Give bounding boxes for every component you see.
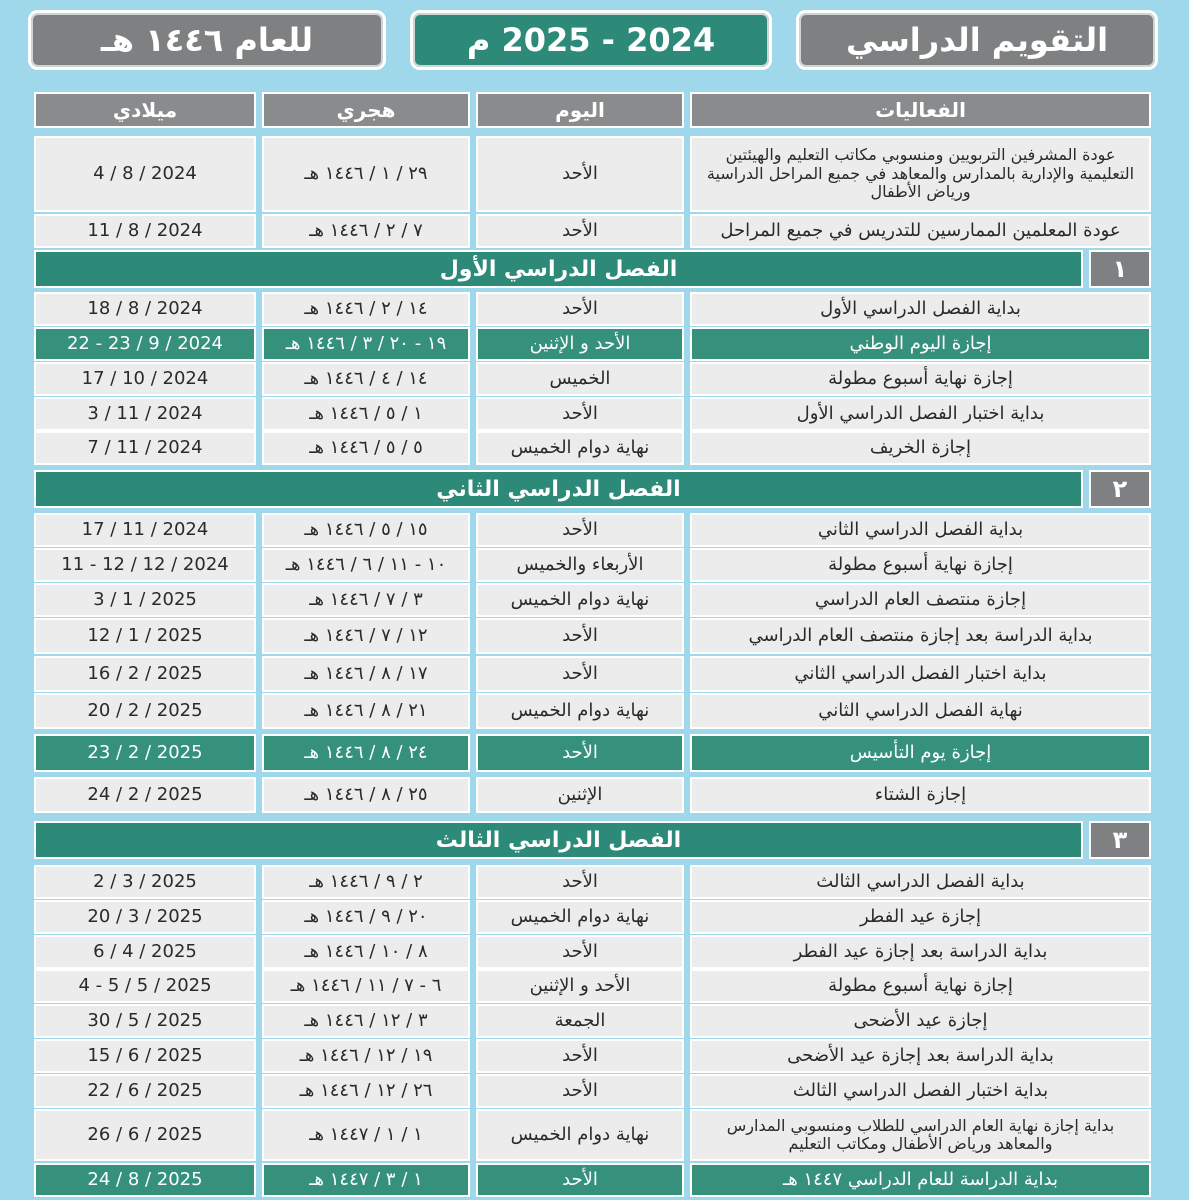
hijri-year-label: للعام ١٤٤٦ هـ (100, 21, 314, 59)
gregorian-cell: 12 / 1 / 2025 (34, 618, 256, 654)
hijri-cell: ١٤ / ٤ / ١٤٤٦ هـ (262, 362, 470, 396)
activity-cell: إجازة عيد الفطر (690, 900, 1151, 934)
semester-number: ١ (1089, 250, 1151, 288)
day-cell: الأحد (476, 292, 684, 326)
day-cell: الأحد (476, 1163, 684, 1197)
gregorian-cell: 11 - 12 / 12 / 2024 (34, 548, 256, 582)
gregorian-cell: 17 / 10 / 2024 (34, 362, 256, 396)
hijri-cell: ١٩ - ٢٠ / ٣ / ١٤٤٦ هـ (262, 327, 470, 361)
activity-cell: عودة المشرفين التربويين ومنسوبي مكاتب التعليم والهيئتين التعليمية والإدارية بالمدارس والمعاهد في جميع المراحل الدراسية ورياض الأطفال (690, 136, 1151, 212)
column-header-activities: الفعاليات (690, 92, 1151, 128)
title-box (796, 10, 1158, 70)
hijri-cell: ٢ / ٩ / ١٤٤٦ هـ (262, 865, 470, 899)
hijri-cell: ٢٦ / ١٢ / ١٤٤٦ هـ (262, 1074, 470, 1108)
years-box (410, 10, 772, 70)
hijri-cell: ٢٤ / ٨ / ١٤٤٦ هـ (262, 734, 470, 772)
activity-cell: إجازة عيد الأضحى (690, 1004, 1151, 1038)
activity-cell: بداية اختبار الفصل الدراسي الأول (690, 397, 1151, 431)
day-cell: الأحد (476, 1039, 684, 1073)
activity-cell: إجازة نهاية أسبوع مطولة (690, 548, 1151, 582)
day-cell: الأحد (476, 1074, 684, 1108)
hijri-cell: ٦ - ٧ / ١١ / ١٤٤٦ هـ (262, 969, 470, 1003)
gregorian-cell: 24 / 2 / 2025 (34, 777, 256, 813)
hijri-cell: ٢١ / ٨ / ١٤٤٦ هـ (262, 693, 470, 729)
hijri-cell: ٨ / ١٠ / ١٤٤٦ هـ (262, 935, 470, 969)
gregorian-cell: 23 / 2 / 2025 (34, 734, 256, 772)
hijri-cell: ١ / ٥ / ١٤٤٦ هـ (262, 397, 470, 431)
activity-cell: عودة المعلمين الممارسين للتدريس في جميع المراحل (690, 214, 1151, 248)
day-cell: الجمعة (476, 1004, 684, 1038)
hijri-cell: ١٤ / ٢ / ١٤٤٦ هـ (262, 292, 470, 326)
day-cell: نهاية دوام الخميس (476, 900, 684, 934)
activity-cell: نهاية الفصل الدراسي الثاني (690, 693, 1151, 729)
activity-cell: بداية إجازة نهاية العام الدراسي للطلاب ومنسوبي المدارس والمعاهد ورياض الأطفال ومكاتب التعليم (690, 1109, 1151, 1161)
hijri-year-box (28, 10, 386, 70)
day-cell: الخميس (476, 362, 684, 396)
activity-cell: بداية اختبار الفصل الدراسي الثالث (690, 1074, 1151, 1108)
day-cell: الأحد (476, 136, 684, 212)
gregorian-cell: 20 / 2 / 2025 (34, 693, 256, 729)
day-cell: نهاية دوام الخميس (476, 693, 684, 729)
hijri-cell: ٥ / ٥ / ١٤٤٦ هـ (262, 431, 470, 465)
hijri-cell: ٢٠ / ٩ / ١٤٤٦ هـ (262, 900, 470, 934)
hijri-cell: ١٧ / ٨ / ١٤٤٦ هـ (262, 656, 470, 692)
hijri-cell: ١٠ - ١١ / ٦ / ١٤٤٦ هـ (262, 548, 470, 582)
gregorian-cell: 3 / 11 / 2024 (34, 397, 256, 431)
activity-cell: إجازة الخريف (690, 431, 1151, 465)
hijri-cell: ٧ / ٢ / ١٤٤٦ هـ (262, 214, 470, 248)
day-cell: الأربعاء والخميس (476, 548, 684, 582)
activity-cell: إجازة يوم التأسيس (690, 734, 1151, 772)
gregorian-cell: 24 / 8 / 2025 (34, 1163, 256, 1197)
day-cell: الأحد (476, 397, 684, 431)
activity-cell: بداية الدراسة بعد إجازة عيد الأضحى (690, 1039, 1151, 1073)
hijri-cell: ٣ / ٧ / ١٤٤٦ هـ (262, 583, 470, 617)
activity-cell: بداية الفصل الدراسي الأول (690, 292, 1151, 326)
gregorian-cell: 11 / 8 / 2024 (34, 214, 256, 248)
gregorian-cell: 18 / 8 / 2024 (34, 292, 256, 326)
activity-cell: بداية الدراسة للعام الدراسي ١٤٤٧ هـ (690, 1163, 1151, 1197)
activity-cell: بداية الدراسة بعد إجازة منتصف العام الدراسي (690, 618, 1151, 654)
day-cell: الأحد (476, 513, 684, 547)
gregorian-cell: 26 / 6 / 2025 (34, 1109, 256, 1161)
hijri-cell: ١٩ / ١٢ / ١٤٤٦ هـ (262, 1039, 470, 1073)
activity-cell: بداية الفصل الدراسي الثاني (690, 513, 1151, 547)
semester-number: ٣ (1089, 821, 1151, 859)
hijri-cell: ١٥ / ٥ / ١٤٤٦ هـ (262, 513, 470, 547)
day-cell: الأحد (476, 734, 684, 772)
activity-cell: إجازة نهاية أسبوع مطولة (690, 362, 1151, 396)
day-cell: نهاية دوام الخميس (476, 431, 684, 465)
day-cell: الأحد (476, 935, 684, 969)
gregorian-cell: 4 - 5 / 5 / 2025 (34, 969, 256, 1003)
day-cell: الأحد و الإثنين (476, 327, 684, 361)
semester-number: ٢ (1089, 470, 1151, 508)
column-header-gregorian: ميلادي (34, 92, 256, 128)
activity-cell: إجازة الشتاء (690, 777, 1151, 813)
hijri-cell: ١٢ / ٧ / ١٤٤٦ هـ (262, 618, 470, 654)
activity-cell: إجازة منتصف العام الدراسي (690, 583, 1151, 617)
activity-cell: بداية الفصل الدراسي الثالث (690, 865, 1151, 899)
day-cell: الأحد (476, 214, 684, 248)
gregorian-cell: 6 / 4 / 2025 (34, 935, 256, 969)
gregorian-cell: 16 / 2 / 2025 (34, 656, 256, 692)
gregorian-cell: 4 / 8 / 2024 (34, 136, 256, 212)
hijri-cell: ١ / ١ / ١٤٤٧ هـ (262, 1109, 470, 1161)
activity-cell: إجازة نهاية أسبوع مطولة (690, 969, 1151, 1003)
day-cell: الأحد (476, 618, 684, 654)
activity-cell: بداية الدراسة بعد إجازة عيد الفطر (690, 935, 1151, 969)
page-title: التقويم الدراسي (845, 21, 1109, 59)
day-cell: الأحد (476, 656, 684, 692)
activity-cell: إجازة اليوم الوطني (690, 327, 1151, 361)
years-label: 2024 - 2025 م (466, 21, 716, 59)
gregorian-cell: 7 / 11 / 2024 (34, 431, 256, 465)
gregorian-cell: 3 / 1 / 2025 (34, 583, 256, 617)
gregorian-cell: 30 / 5 / 2025 (34, 1004, 256, 1038)
day-cell: نهاية دوام الخميس (476, 583, 684, 617)
hijri-cell: ٣ / ١٢ / ١٤٤٦ هـ (262, 1004, 470, 1038)
column-header-day: اليوم (476, 92, 684, 128)
semester-title: الفصل الدراسي الثاني (34, 470, 1083, 508)
activity-cell: بداية اختبار الفصل الدراسي الثاني (690, 656, 1151, 692)
hijri-cell: ١ / ٣ / ١٤٤٧ هـ (262, 1163, 470, 1197)
gregorian-cell: 22 / 6 / 2025 (34, 1074, 256, 1108)
gregorian-cell: 22 - 23 / 9 / 2024 (34, 327, 256, 361)
hijri-cell: ٢٥ / ٨ / ١٤٤٦ هـ (262, 777, 470, 813)
semester-title: الفصل الدراسي الأول (34, 250, 1083, 288)
gregorian-cell: 15 / 6 / 2025 (34, 1039, 256, 1073)
day-cell: الأحد (476, 865, 684, 899)
hijri-cell: ٢٩ / ١ / ١٤٤٦ هـ (262, 136, 470, 212)
day-cell: نهاية دوام الخميس (476, 1109, 684, 1161)
semester-title: الفصل الدراسي الثالث (34, 821, 1083, 859)
gregorian-cell: 2 / 3 / 2025 (34, 865, 256, 899)
day-cell: الإثنين (476, 777, 684, 813)
day-cell: الأحد و الإثنين (476, 969, 684, 1003)
gregorian-cell: 20 / 3 / 2025 (34, 900, 256, 934)
column-header-hijri: هجري (262, 92, 470, 128)
gregorian-cell: 17 / 11 / 2024 (34, 513, 256, 547)
